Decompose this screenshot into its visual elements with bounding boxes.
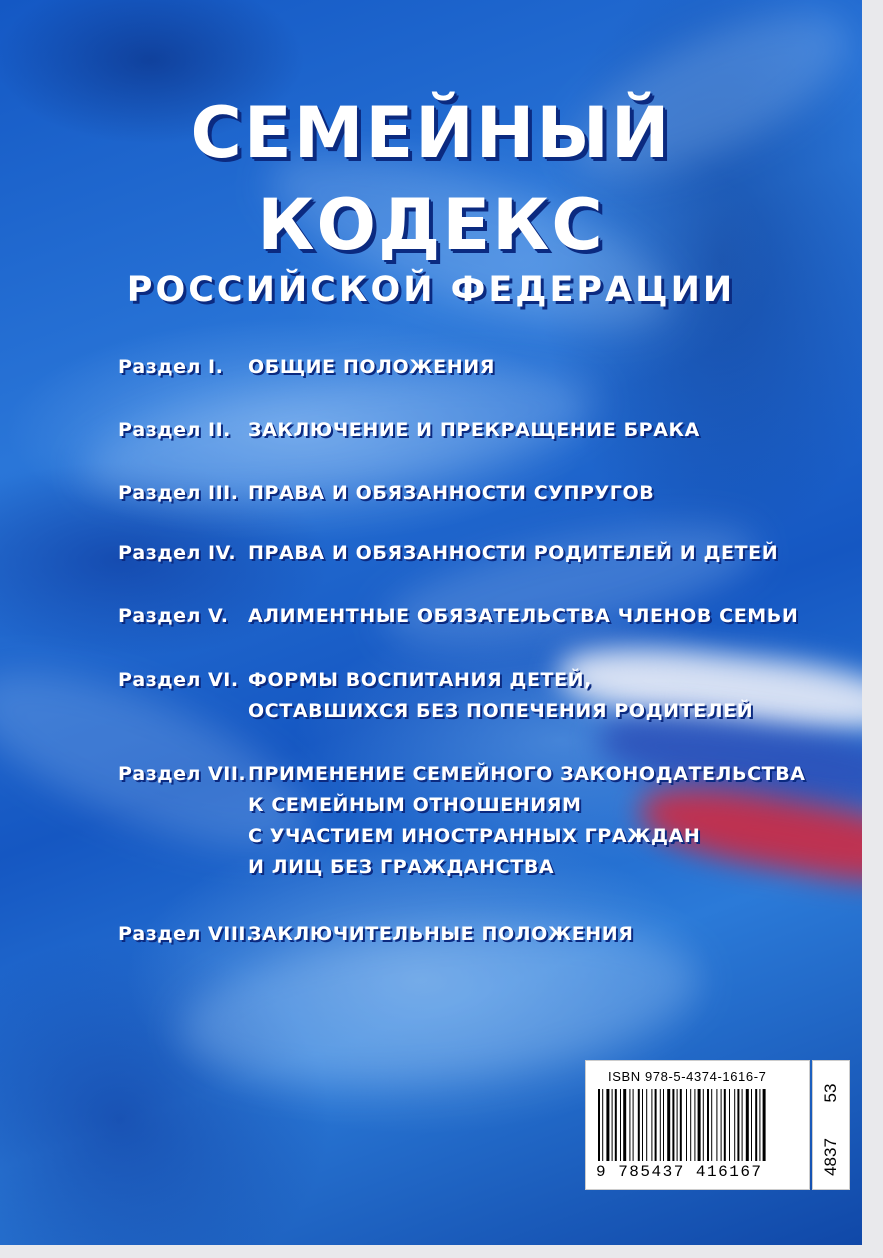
section-entry bbox=[118, 415, 822, 446]
section-title: ПРАВА И ОБЯЗАННОСТИ РОДИТЕЛЕЙ И ДЕТЕЙ bbox=[248, 542, 779, 564]
section-label: Раздел VIII. bbox=[118, 923, 254, 945]
section-title: ПРАВА И ОБЯЗАННОСТИ СУПРУГОВ bbox=[248, 482, 655, 504]
fabric-fold-highlight bbox=[375, 501, 765, 668]
section-entry bbox=[118, 665, 822, 727]
barcode-bar bbox=[759, 1089, 760, 1161]
section-title: ЗАКЛЮЧИТЕЛЬНЫЕ ПОЛОЖЕНИЯ bbox=[248, 923, 634, 945]
section-label: Раздел I. bbox=[118, 356, 224, 378]
section-title: ПРИМЕНЕНИЕ СЕМЕЙНОГО ЗАКОНОДАТЕЛЬСТВА К СЕМЕЙНЫМ ОТНОШЕНИЯМ С УЧАСТИЕМ ИНОСТРАННЫХ ГРАЖДАН И ЛИЦ БЕЗ ГРАЖДАНСТВА bbox=[248, 763, 806, 878]
section-entry bbox=[118, 352, 822, 383]
section-title: АЛИМЕНТНЫЕ ОБЯЗАТЕЛЬСТВА ЧЛЕНОВ СЕМЬИ bbox=[248, 605, 799, 627]
section-label: Раздел VII. bbox=[118, 763, 247, 785]
section-label: Раздел III. bbox=[118, 482, 239, 504]
barcode-bar bbox=[690, 1089, 691, 1161]
barcode-icon bbox=[598, 1089, 798, 1163]
barcode-bar bbox=[646, 1089, 647, 1161]
barcode-bar bbox=[734, 1089, 735, 1161]
barcode-bar bbox=[598, 1089, 600, 1161]
barcode-bar bbox=[623, 1089, 626, 1161]
book-title-line-2: КОДЕКС bbox=[257, 184, 605, 266]
price-code-label bbox=[812, 1060, 850, 1190]
book-title-line-1: СЕМЕЙНЫЙ bbox=[190, 92, 672, 174]
barcode-bar bbox=[677, 1089, 678, 1161]
section-title: ФОРМЫ ВОСПИТАНИЯ ДЕТЕЙ, ОСТАВШИХСЯ БЕЗ ПОПЕЧЕНИЯ РОДИТЕЛЕЙ bbox=[248, 669, 754, 722]
barcode-bar bbox=[698, 1089, 701, 1161]
barcode-bar bbox=[680, 1089, 682, 1161]
barcode-bar bbox=[606, 1089, 609, 1161]
barcode-bar bbox=[655, 1089, 657, 1161]
barcode-bar bbox=[737, 1089, 739, 1161]
isbn-text: ISBN 978-5-4374-1616-7 bbox=[608, 1069, 767, 1084]
barcode-bar bbox=[633, 1089, 634, 1161]
section-entry bbox=[118, 759, 822, 883]
barcode-bar bbox=[642, 1089, 643, 1161]
section-title: ОБЩИЕ ПОЛОЖЕНИЯ bbox=[248, 356, 495, 378]
barcode-bar bbox=[612, 1089, 613, 1161]
section-title: ЗАКЛЮЧЕНИЕ И ПРЕКРАЩЕНИЕ БРАКА bbox=[248, 419, 700, 441]
barcode-bar bbox=[686, 1089, 687, 1161]
barcode-bar bbox=[711, 1089, 712, 1161]
barcode-bar bbox=[721, 1089, 722, 1161]
barcode-bar bbox=[620, 1089, 621, 1161]
barcode-bar bbox=[724, 1089, 726, 1161]
ean-digits: 9 785437 416167 bbox=[596, 1163, 763, 1181]
section-entry bbox=[118, 478, 822, 509]
barcode-bar bbox=[629, 1089, 630, 1161]
price-code: 53 bbox=[821, 1083, 840, 1103]
section-label: Раздел IV. bbox=[118, 542, 237, 564]
barcode-bar bbox=[703, 1089, 704, 1161]
barcode-bar bbox=[615, 1089, 617, 1161]
barcode-bar bbox=[694, 1089, 695, 1161]
book-subtitle: РОССИЙСКОЙ ФЕДЕРАЦИИ bbox=[126, 270, 736, 310]
section-label: Раздел V. bbox=[118, 605, 229, 627]
barcode-bar bbox=[751, 1089, 752, 1161]
section-entry bbox=[118, 538, 822, 569]
barcode-bar bbox=[672, 1089, 674, 1161]
series-code: 4837 bbox=[821, 1138, 840, 1176]
section-label: Раздел VI. bbox=[118, 669, 239, 691]
barcode-bar bbox=[663, 1089, 664, 1161]
section-entry bbox=[118, 919, 822, 950]
barcode-bar bbox=[755, 1089, 757, 1161]
barcode-bar bbox=[729, 1089, 730, 1161]
barcode-bar bbox=[742, 1089, 743, 1161]
barcode-bar bbox=[667, 1089, 670, 1161]
barcode-bar bbox=[707, 1089, 709, 1161]
section-label: Раздел II. bbox=[118, 419, 231, 441]
barcode-bar bbox=[602, 1089, 603, 1161]
barcode-bar bbox=[716, 1089, 717, 1161]
barcode-bar bbox=[660, 1089, 661, 1161]
section-entry bbox=[118, 601, 822, 632]
barcode-label bbox=[585, 1060, 810, 1190]
barcode-bar bbox=[746, 1089, 749, 1161]
barcode-bar bbox=[763, 1089, 766, 1161]
barcode-bar bbox=[638, 1089, 640, 1161]
barcode-bar bbox=[651, 1089, 652, 1161]
